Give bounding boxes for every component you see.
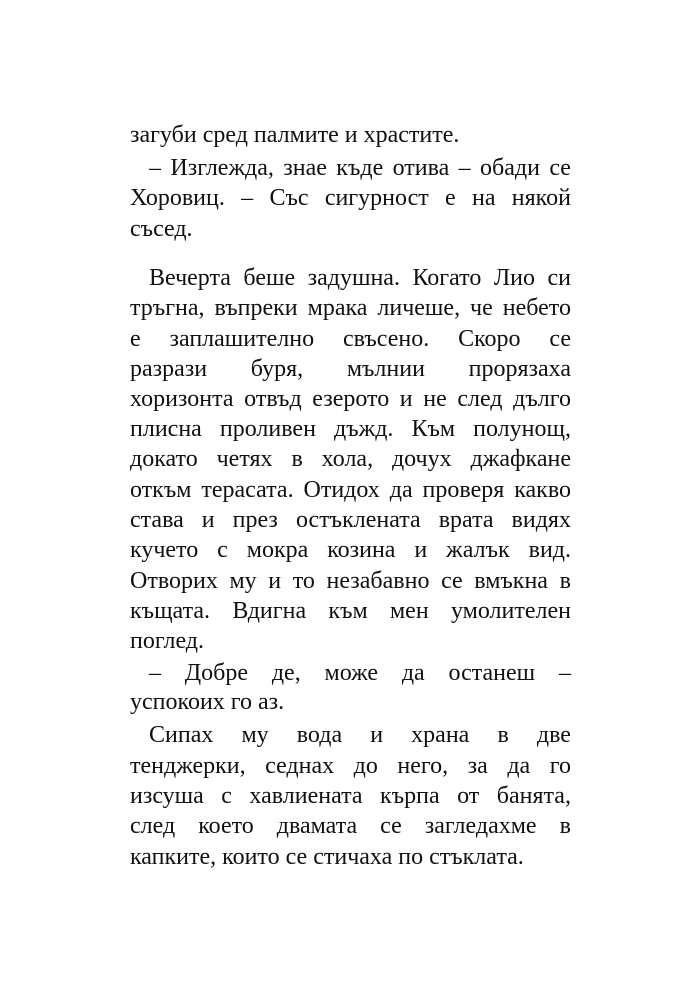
word: и [370,722,384,748]
word: поглед. [130,628,204,654]
word: Вечерта [149,265,231,291]
word: мрака [307,295,368,321]
word: заплашително [169,326,315,352]
word: то [292,568,315,594]
word: което [198,813,254,839]
word: в [559,813,571,839]
word: обади [480,155,540,181]
word: че [470,295,493,321]
word: след [130,813,176,839]
word: – [558,660,571,686]
word: мен [389,598,429,624]
text-line [149,720,571,750]
word: дълго [513,386,571,412]
word: знае [283,155,327,181]
word: се [549,155,571,181]
word: останеш [448,660,536,686]
text-line [149,658,571,688]
word: полунощ, [473,416,571,442]
word: и [414,537,428,563]
word: се [549,326,571,352]
word: го [549,753,571,779]
word: в [291,446,303,472]
text-line [130,626,204,656]
text-line [130,842,524,872]
word: стъклата. [429,844,524,870]
word: двамата [276,813,358,839]
word: Отворих [130,568,218,594]
text-line [130,324,571,354]
word: Към [411,416,456,442]
word: вода [296,722,343,748]
word: хоризонта [130,386,234,412]
word: и [344,122,358,148]
word: към [328,598,368,624]
word: него, [397,753,449,779]
word: му [229,568,257,594]
word: с [221,783,232,809]
word: две [536,722,571,748]
text-line [130,354,571,384]
word: умолителен [450,598,571,624]
word: прорязаха [468,356,571,382]
word: беше [243,265,296,291]
text-line [130,214,193,244]
word: езерото [312,386,390,412]
word: го [230,689,253,715]
text-line [130,120,459,150]
word: Скоро [458,326,521,352]
word: изсуша [130,783,204,809]
word: аз. [258,689,285,715]
text-line [130,535,571,565]
word: през [232,507,278,533]
word: си [547,265,571,291]
word: които [222,844,280,870]
word: разрази [130,356,208,382]
word: е [445,185,456,211]
word: храна [411,722,470,748]
word: не [423,386,447,412]
word: кучето [130,537,199,563]
word: храстите. [363,122,460,148]
text-line [149,153,571,183]
word: да [401,660,425,686]
word: остъклената [295,507,421,533]
word: Когато [412,265,482,291]
word: Хоровиц. [130,185,225,211]
text-line [130,384,571,414]
word: съсед. [130,216,193,242]
word: да [507,753,531,779]
word: някой [511,185,571,211]
word: плисна [130,416,202,442]
text-line [130,751,571,781]
text-line [130,183,571,213]
word: хола, [321,446,374,472]
word: – [458,155,471,181]
word: четях [216,446,273,472]
text-line [130,781,571,811]
word: къщата. [130,598,211,624]
text-line [130,414,571,444]
word: задушна. [307,265,400,291]
word: проливен [219,416,316,442]
word: отива [392,155,450,181]
word: джафкане [470,446,571,472]
word: му [241,722,269,748]
word: стичаха [313,844,393,870]
word: свъсено. [342,326,430,352]
word: какво [514,477,571,503]
word: загуби [130,122,197,148]
word: тръгна, [130,295,205,321]
word: до [353,753,378,779]
word: и [399,386,413,412]
word: кърпа [380,783,440,809]
word: Лио [493,265,535,291]
word: Сипах [149,722,214,748]
word: дочух [391,446,452,472]
text-line [149,263,571,293]
word: от [457,783,480,809]
word: може [324,660,379,686]
word: в [559,568,571,594]
text-line [130,596,571,626]
text-line [130,475,571,505]
word: проверя [422,477,505,503]
word: е [130,326,141,352]
word: Изглежда, [170,155,274,181]
word: Добре [184,660,249,686]
word: хавлиената [249,783,363,809]
word: и [201,507,215,533]
text-line [130,811,571,841]
word: се [285,844,308,870]
text-line [130,687,284,717]
word: загледахме [424,813,537,839]
word: буря, [250,356,304,382]
word: след [457,386,503,412]
word: терасата. [201,477,294,503]
text-line [130,293,571,323]
word: вид. [528,537,571,563]
word: става [130,507,184,533]
word: врата [438,507,494,533]
word: отвъд [244,386,302,412]
word: де, [271,660,301,686]
word: с [217,537,228,563]
word: откъм [130,477,192,503]
word: докато [130,446,198,472]
word: Отидох [303,477,380,503]
word: сред [202,122,248,148]
word: се [380,813,402,839]
word: въпреки [214,295,298,321]
word: тенджерки, [130,753,246,779]
word: личеше, [377,295,461,321]
text-line [130,505,571,535]
word: да [389,477,413,503]
word: банята, [496,783,571,809]
word: къде [336,155,384,181]
word: дъжд. [333,416,394,442]
word: се [441,568,463,594]
word: успокоих [130,689,225,715]
word: седнах [265,753,335,779]
word: на [471,185,496,211]
word: палмите [253,122,339,148]
word: незабавно [326,568,430,594]
word: капките, [130,844,217,870]
word: – [241,185,254,211]
word: мълнии [346,356,425,382]
word: жалък [446,537,510,563]
word: козина [327,537,396,563]
word: видях [511,507,571,533]
word: небето [502,295,571,321]
word: – [149,155,161,181]
word: по [398,844,424,870]
word: за [467,753,488,779]
word: Вдигна [232,598,307,624]
word: и [268,568,282,594]
word: мокра [246,537,309,563]
word: в [497,722,509,748]
word: Със [269,185,309,211]
text-line [130,566,571,596]
text-line [130,444,571,474]
word: – [149,660,161,686]
word: сигурност [324,185,429,211]
word: вмъкна [474,568,548,594]
